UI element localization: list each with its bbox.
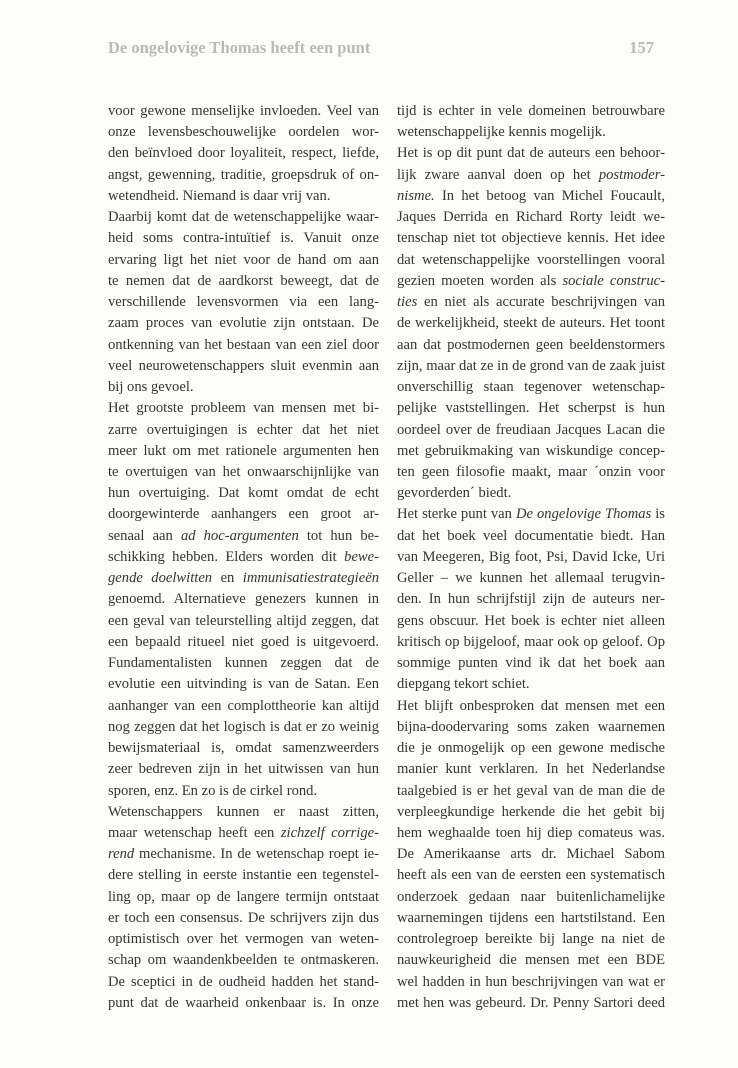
text-line	[397, 101, 665, 122]
text-segment: onverschillig staan tegenover wetenschap-	[397, 379, 665, 396]
text-segment: heeft als een van de eersten een systematisch	[397, 867, 665, 884]
text-line	[397, 441, 665, 462]
text-line	[108, 313, 379, 334]
paragraph	[108, 101, 379, 207]
text-segment: van Meegeren, Big foot, Psi, David Icke, Uri	[397, 548, 665, 565]
text-line	[108, 653, 379, 674]
text-line	[108, 781, 379, 802]
text-line	[397, 802, 665, 823]
text-segment: zaam proces van evolutie zijn ontstaan. De	[108, 315, 379, 332]
text-line	[108, 696, 379, 717]
text-line	[397, 271, 665, 292]
text-line	[397, 653, 665, 674]
text-line	[108, 950, 379, 971]
text-line	[108, 483, 379, 504]
italic-text: immunisatiestrategieën	[242, 570, 379, 587]
text-line	[108, 526, 379, 547]
text-line	[397, 207, 665, 228]
text-line	[397, 929, 665, 950]
text-segment: aan dat postmodernen geen beeldenstormers	[397, 336, 665, 353]
text-line	[397, 717, 665, 738]
text-line	[108, 547, 379, 568]
text-line	[397, 759, 665, 780]
text-segment: oordeel over de freudiaan Jacques Lacan die	[397, 421, 665, 438]
running-header	[108, 38, 654, 62]
text-line	[108, 356, 379, 377]
text-segment: Het blijft onbesproken dat mensen met een	[397, 697, 665, 714]
text-line	[397, 483, 665, 504]
text-line	[108, 865, 379, 886]
text-line	[108, 398, 379, 419]
text-line	[397, 674, 665, 695]
text-segment: angst, gewenning, traditie, groepsdruk of on-	[108, 166, 379, 183]
text-column-right	[397, 101, 665, 1014]
text-line	[108, 101, 379, 122]
text-segment: en niet als accurate beschrijvingen van	[417, 294, 665, 311]
text-segment: aanhanger van een complottheorie kan altijd	[108, 697, 379, 714]
text-line	[108, 717, 379, 738]
text-line	[108, 335, 379, 356]
text-segment: kritisch op bijgeloof, maar ook op geloof. Op	[397, 633, 665, 650]
text-line	[397, 420, 665, 441]
text-segment: den beïnvloed door loyaliteit, respect, liefde,	[108, 145, 379, 162]
text-segment: manier kunt verklaren. In het Nederlandse	[397, 761, 665, 778]
text-line	[108, 632, 379, 653]
text-segment: en	[212, 570, 243, 587]
text-line	[108, 759, 379, 780]
text-segment: tot hun be-	[298, 527, 380, 544]
text-line	[397, 738, 665, 759]
text-segment: heid soms contra-intuïtief is. Vanuit onze	[108, 230, 379, 247]
text-segment: meer lukt om met rationele argumenten hen	[108, 442, 379, 459]
text-segment: evolutie een uitvinding is van de Satan. Een	[108, 676, 379, 693]
text-line	[397, 292, 665, 313]
text-line	[108, 738, 379, 759]
text-segment: wetenschappelijke kennis mogelijk.	[397, 124, 606, 141]
text-line	[108, 250, 379, 271]
italic-text: nisme.	[397, 187, 435, 204]
paragraph	[397, 696, 665, 1015]
text-line	[397, 462, 665, 483]
text-line	[108, 462, 379, 483]
text-segment: er toch een consensus. De schrijvers zijn dus	[108, 909, 379, 926]
text-line	[397, 844, 665, 865]
text-line	[108, 228, 379, 249]
text-line	[108, 420, 379, 441]
text-segment: onderzoek gedaan naar buitenlichamelijke	[397, 888, 665, 905]
text-line	[108, 802, 379, 823]
text-line	[108, 589, 379, 610]
text-segment: Het grootste probleem van mensen met bi-	[108, 400, 379, 417]
text-segment: een geval van teleurstelling altijd zeggen, dat	[108, 612, 379, 629]
text-segment: den. In hun schrijfstijl zijn de auteurs ner-	[397, 591, 665, 608]
text-segment: sporen, enz. En zo is de cirkel rond.	[108, 782, 318, 799]
text-segment: de werkelijkheid, steekt de auteurs. Het toont	[397, 315, 665, 332]
text-segment: hun overtuiging. Dat komt omdat de echt	[108, 485, 379, 502]
text-segment: pelijke vaststellingen. Het scherpst is hun	[397, 400, 665, 417]
text-line	[397, 611, 665, 632]
text-line	[397, 356, 665, 377]
italic-text: zichzelf corrige-	[280, 824, 379, 841]
text-segment: sommige punten vind ik dat het boek aan	[397, 655, 665, 672]
text-line	[108, 844, 379, 865]
text-line	[108, 186, 379, 207]
text-line	[397, 568, 665, 589]
text-segment: schap om waandenkbeelden te ontmaskeren.	[108, 952, 379, 969]
text-line	[108, 165, 379, 186]
text-line	[108, 674, 379, 695]
text-line	[108, 908, 379, 929]
text-line	[397, 781, 665, 802]
text-segment: wel hadden in hun beschrijvingen van wat er	[397, 973, 665, 990]
text-segment: Daarbij komt dat de wetenschappelijke waar-	[108, 209, 379, 226]
text-line	[108, 823, 379, 844]
text-segment: is	[651, 506, 665, 523]
text-line	[397, 696, 665, 717]
text-line	[397, 547, 665, 568]
text-segment: schikking hebben. Elders worden dit	[108, 548, 345, 565]
italic-text: bewe-	[344, 548, 379, 565]
text-segment: dat het boek veel documentatie biedt. Han	[397, 527, 665, 544]
text-line	[397, 823, 665, 844]
text-segment: dere stelling in eerste instantie een tegenstel-	[108, 867, 379, 884]
text-line	[108, 887, 379, 908]
paragraph	[108, 398, 379, 801]
text-segment: zeer bedreven zijn in het uitwissen van hun	[108, 761, 379, 778]
text-line	[108, 568, 379, 589]
text-segment: senaal aan	[108, 527, 181, 544]
italic-text: sociale construc-	[562, 272, 665, 289]
text-line	[108, 122, 379, 143]
text-segment: Wetenschappers kunnen er naast zitten,	[108, 803, 379, 820]
running-title: De ongelovige Thomas heeft een punt	[108, 38, 371, 57]
text-segment: Het is op dit punt dat de auteurs een behoor-	[397, 145, 665, 162]
text-segment: bij ons gevoel.	[108, 379, 194, 396]
text-segment: een bepaald ritueel niet goed is uitgevoerd.	[108, 633, 379, 650]
paragraph	[108, 802, 379, 1014]
text-segment: hem weghaalde toen hij diep comateus was.	[397, 824, 665, 841]
text-segment: controlegroep bereikte bij lange na niet de	[397, 931, 665, 948]
text-segment: gevorderden´ biedt.	[397, 485, 512, 502]
text-segment: Jaques Derrida en Richard Rorty leidt we-	[397, 209, 665, 226]
text-line	[108, 292, 379, 313]
text-line	[397, 186, 665, 207]
text-segment: Fundamentalisten kunnen zeggen dat de	[108, 655, 379, 672]
text-segment: met gebruikmaking van wiskundige concep-	[397, 442, 665, 459]
text-line	[108, 441, 379, 462]
italic-text: postmoder-	[598, 166, 665, 183]
italic-text: rend	[108, 846, 135, 863]
text-line	[108, 143, 379, 164]
text-segment: zarre overtuigingen is echter dat het niet	[108, 421, 379, 438]
text-segment: ervaring ligt het niet voor de hand om aan	[108, 251, 379, 268]
text-segment: te nemen dat de aardkorst beweegt, dat de	[108, 272, 379, 289]
text-segment: Het sterke punt van	[397, 506, 516, 523]
text-segment: nauwkeurigheid die mensen met een BDE	[397, 952, 665, 969]
text-line	[397, 143, 665, 164]
text-segment: die je onmogelijk op een gewone medische	[397, 740, 665, 757]
text-segment: Geller – we kunnen het allemaal terugvin-	[397, 570, 665, 587]
text-segment: ten geen filosofie maakt, maar ´onzin voor	[397, 463, 665, 480]
italic-text: De ongelovige Thomas	[515, 506, 652, 523]
text-segment: mechanisme. In de wetenschap roept ie-	[134, 846, 379, 863]
text-line	[397, 335, 665, 356]
text-segment: genoemd. Alternatieve genezers kunnen in	[108, 591, 379, 608]
text-line	[397, 526, 665, 547]
text-segment: zijn, maar dat ze in de grond van de zaak juist	[397, 357, 665, 374]
text-segment: verschillende levensvormen via een lang-	[108, 294, 379, 311]
text-segment: voor gewone menselijke invloeden. Veel van	[108, 103, 379, 119]
italic-text: ad hoc-argumenten	[180, 527, 299, 544]
text-line	[397, 972, 665, 993]
text-segment: onze levensbeschouwelijke oordelen wor-	[108, 124, 379, 141]
text-segment: optimistisch over het vermogen van weten-	[108, 931, 379, 948]
text-segment: te overtuigen van het onwaarschijnlijke van	[108, 463, 379, 480]
text-line	[397, 993, 665, 1014]
text-line	[108, 271, 379, 292]
text-line	[397, 887, 665, 908]
text-line	[108, 207, 379, 228]
text-line	[397, 165, 665, 186]
text-segment: taalgebied is er het geval van de man die de	[397, 782, 665, 799]
text-segment: wetendheid. Niemand is daar vrij van.	[108, 187, 331, 204]
text-segment: ling op, maar op de langere termijn ontstaat	[108, 888, 379, 905]
text-line	[397, 589, 665, 610]
text-line	[108, 929, 379, 950]
text-segment: veel neurowetenschappers sluit evenmin aan	[108, 357, 379, 374]
text-segment: In het betoog van Michel Foucault,	[434, 187, 665, 204]
text-line	[108, 972, 379, 993]
text-segment: maar wetenschap heeft een	[108, 824, 281, 841]
text-line	[397, 950, 665, 971]
text-line	[108, 611, 379, 632]
text-segment: De Amerikaanse arts dr. Michael Sabom	[397, 846, 665, 863]
text-segment: dat wetenschappelijke voorstellingen vooral	[397, 251, 665, 268]
text-line	[397, 632, 665, 653]
text-segment: bewijsmateriaal is, omdat samenzweerders	[108, 740, 379, 757]
text-line	[397, 504, 665, 525]
text-line	[108, 504, 379, 525]
page-number: 157	[629, 38, 654, 57]
text-segment: tijd is echter in vele domeinen betrouwbare	[397, 103, 665, 119]
text-line	[397, 122, 665, 143]
text-segment: nog zeggen dat het logisch is dat er zo weinig	[108, 718, 379, 735]
text-segment: punt dat de waarheid onkenbaar is. In onze	[108, 994, 379, 1011]
text-column-left	[108, 101, 379, 1014]
italic-text: ties	[397, 294, 418, 311]
text-line	[108, 377, 379, 398]
text-segment: tenschap niet tot objectieve kennis. Het idee	[397, 230, 665, 247]
text-segment: verpleegkundige herkende die het gebit bij	[397, 803, 665, 820]
text-line	[397, 377, 665, 398]
text-segment: gezien moeten worden als	[397, 272, 563, 289]
text-line	[397, 908, 665, 929]
text-segment: De sceptici in de oudheid hadden het stand-	[108, 973, 379, 990]
text-line	[397, 228, 665, 249]
text-line	[397, 398, 665, 419]
text-segment: bijna-doodervaring soms zaken waarnemen	[397, 718, 665, 735]
text-segment: gens obscuur. Het boek is echter niet alleen	[397, 612, 665, 629]
paragraph	[108, 207, 379, 398]
paragraph	[397, 504, 665, 695]
paragraph	[397, 101, 665, 143]
text-segment: met hen was gebeurd. Dr. Penny Sartori deed	[397, 994, 665, 1011]
text-segment: lijk zware aanval doen op het	[397, 166, 599, 183]
text-segment: ontkenning van het bestaan van een ziel door	[108, 336, 379, 353]
italic-text: gende doelwitten	[108, 570, 213, 587]
text-line	[108, 993, 379, 1014]
text-segment: waarnemingen tijdens een hartstilstand. Een	[397, 909, 665, 926]
text-segment: doorgewinterde aanhangers een groot ar-	[108, 506, 379, 523]
paragraph	[397, 143, 665, 504]
text-segment: diepgang tekort schiet.	[397, 676, 530, 693]
text-line	[397, 865, 665, 886]
text-line	[397, 313, 665, 334]
text-line	[397, 250, 665, 271]
